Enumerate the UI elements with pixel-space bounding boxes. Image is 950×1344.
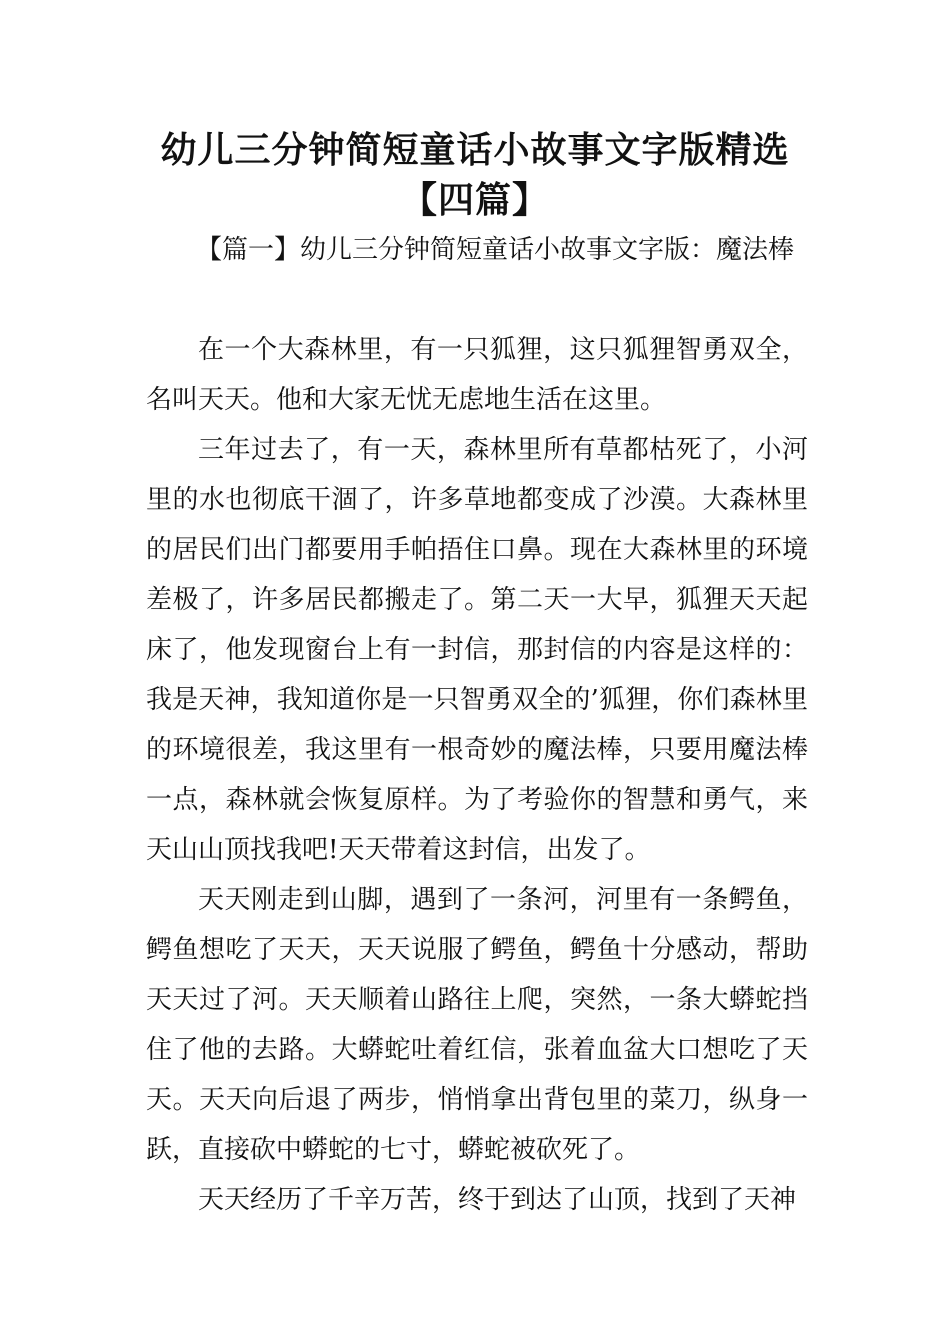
section-heading: 【篇一】幼儿三分钟简短童话小故事文字版：魔法棒: [195, 235, 794, 265]
document-title: 幼儿三分钟简短童话小故事文字版精选: [160, 130, 790, 171]
document-title-continuation: 【四篇】: [400, 180, 549, 221]
paragraph: 在一个大森林里，有一只狐狸，这只狐狸智勇双全，名叫天天。他和大家无忧无虑地生活在这里。: [146, 335, 808, 415]
paragraph: 天天经历了千辛万苦，终于到达了山顶，找到了天神: [198, 1185, 797, 1215]
paragraph: 三年过去了，有一天，森林里所有草都枯死了，小河里的水也彻底干涸了，许多草地都变成了沙漠。大森林里的居民们出门都要用手帕捂住口鼻。现在大森林里的环境差极了，许多居民都搬走了。第二天一大早，狐狸天天起床了，他发现窗台上有一封信，那封信的内容是这样的：我是天神，我知道你是一只智勇双全的’狐狸，你们森林里的环境很差，我这里有一根奇妙的魔法棒，只要用魔法棒一点，森林就会恢复原样。为了考验你的智慧和勇气，来天山山顶找我吧!天天带着这封信，出发了。: [146, 435, 808, 865]
paragraph: 天天刚走到山脚，遇到了一条河，河里有一条鳄鱼，鳄鱼想吃了天天，天天说服了鳄鱼，鳄鱼十分感动，帮助天天过了河。天天顺着山路往上爬，突然，一条大蟒蛇挡住了他的去路。大蟒蛇吐着红信，张着血盆大口想吃了天天。天天向后退了两步，悄悄拿出背包里的菜刀，纵身一跃，直接砍中蟒蛇的七寸，蟒蛇被砍死了。: [146, 885, 808, 1165]
document-body: [146, 325, 808, 1225]
